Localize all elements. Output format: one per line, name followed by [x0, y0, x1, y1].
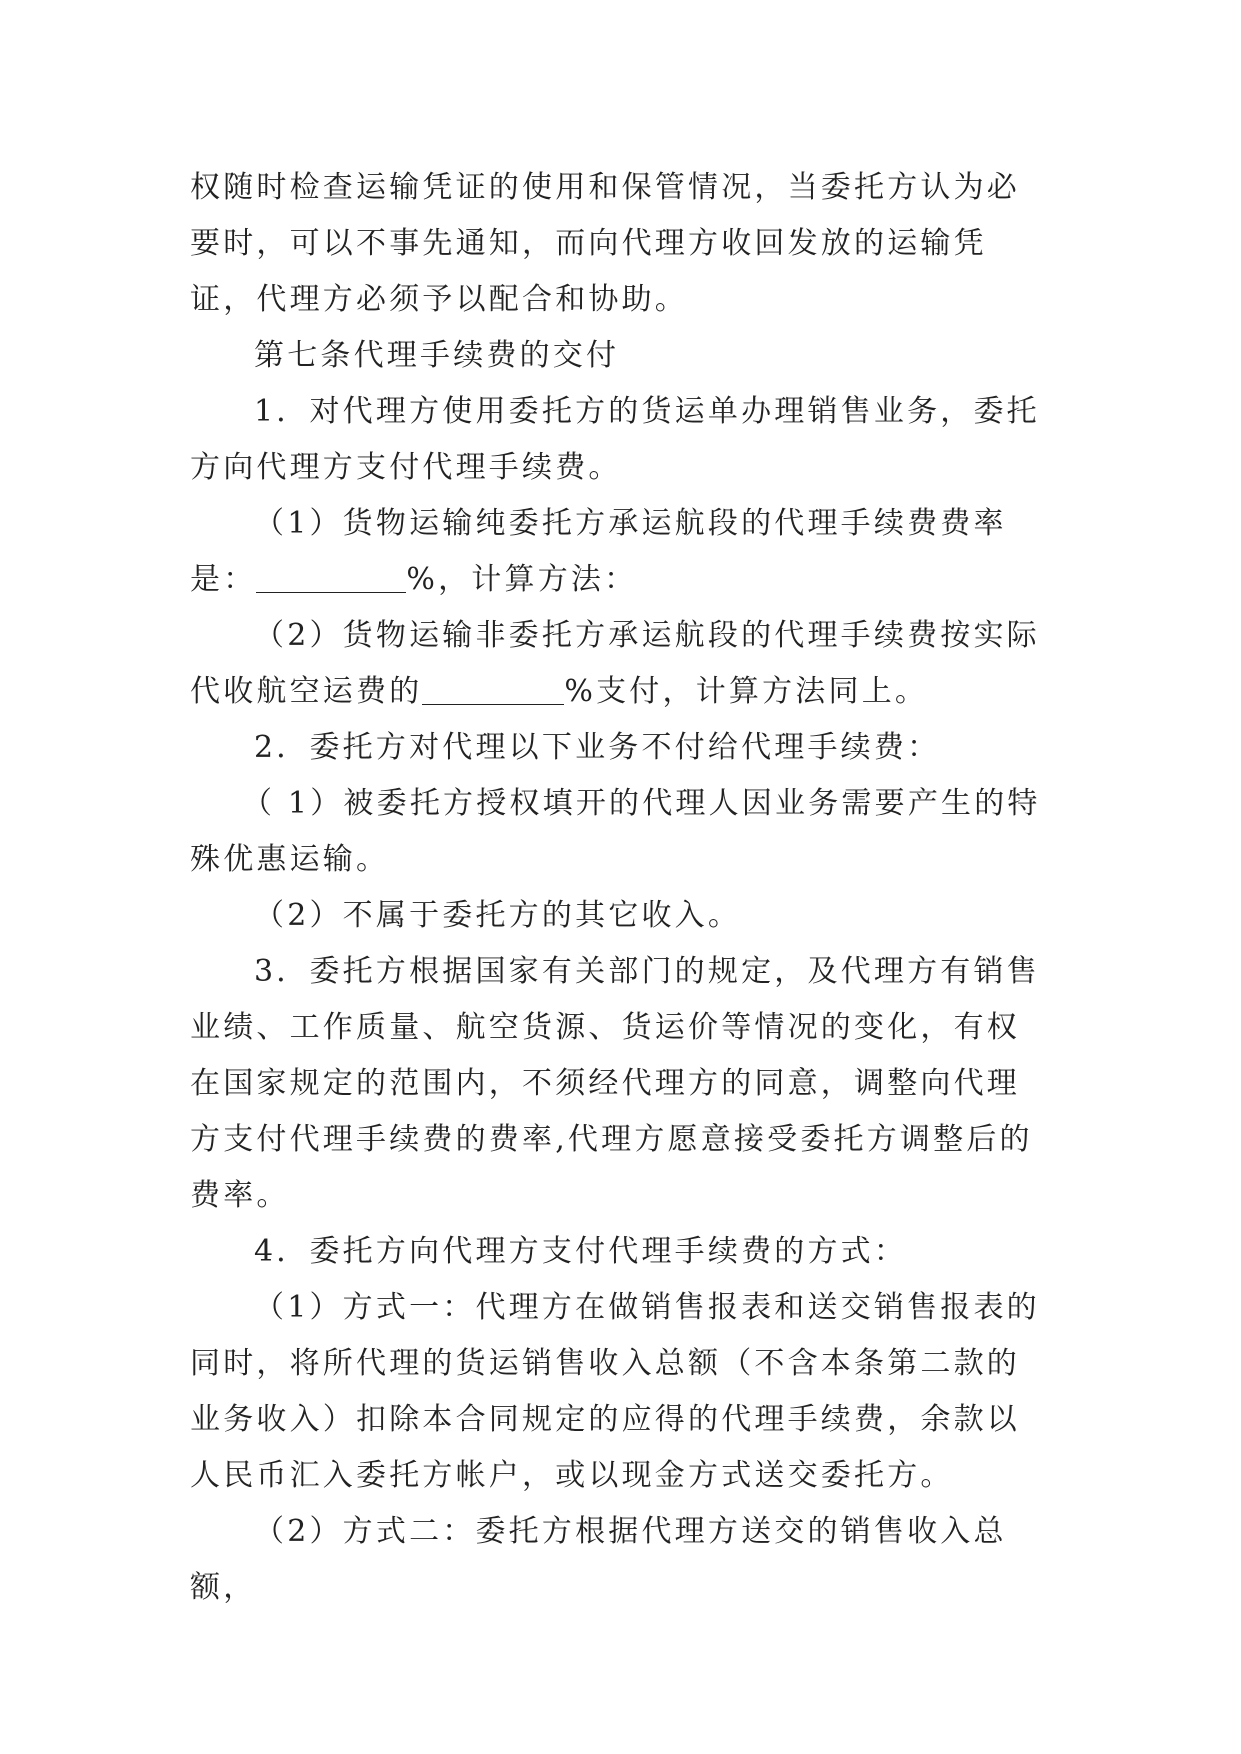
clause-1-item-1-text: （1）货物运输纯委托方承运航段的代理手续费费率是： — [190, 506, 1007, 597]
clause-2-no-fee-business: 2．委托方对代理以下业务不付给代理手续费： — [254, 730, 941, 765]
clause-4-method-2: （2）方式二：委托方根据代理方送交的销售收入总额， — [190, 1514, 1007, 1605]
fill-blank-percentage[interactable] — [422, 674, 564, 705]
clause-1-item-2-suffix: %支付，计算方法同上。 — [564, 674, 929, 709]
clause-1-fee-payment: 1．对代理方使用委托方的货运单办理销售业务，委托方向代理方支付代理手续费。 — [190, 394, 1040, 485]
clause-2-item-1-special-discount: （ 1）被委托方授权填开的代理人因业务需要产生的特殊优惠运输。 — [190, 786, 1041, 877]
document-body — [190, 160, 1052, 1616]
fill-blank-rate[interactable] — [256, 562, 406, 593]
clause-2-item-2-other-income: （2）不属于委托方的其它收入。 — [254, 898, 742, 933]
article-7-heading: 第七条代理手续费的交付 — [254, 338, 620, 373]
clause-1-item-2-non-carrier-fee — [190, 608, 1052, 720]
clause-3-rate-adjustment: 3．委托方根据国家有关部门的规定，及代理方有销售业绩、工作质量、航空货源、货运价等情况的变化，有权在国家规定的范围内，不须经代理方的同意，调整向代理方支付代理手续费的费率,代理方愿意接受委托方调整后的费率。 — [190, 954, 1040, 1213]
clause-1-item-1-fee-rate — [190, 496, 1052, 608]
paragraph-transport-voucher-check: 权随时检查运输凭证的使用和保管情况，当委托方认为必要时，可以不事先通知，而向代理方收回发放的运输凭证，代理方必须予以配合和协助。 — [190, 170, 1020, 317]
clause-1-item-1-suffix: %，计算方法： — [406, 562, 638, 597]
clause-4-payment-method: 4．委托方向代理方支付代理手续费的方式： — [254, 1234, 908, 1269]
clause-1-item-2-text: （2）货物运输非委托方承运航段的代理手续费按实际代收航空运费的 — [190, 618, 1040, 709]
clause-4-method-1: （1）方式一：代理方在做销售报表和送交销售报表的同时，将所代理的货运销售收入总额（不含本条第二款的业务收入）扣除本合同规定的应得的代理手续费，余款以人民币汇入委托方帐户，或以现金方式送交委托方。 — [190, 1290, 1040, 1493]
